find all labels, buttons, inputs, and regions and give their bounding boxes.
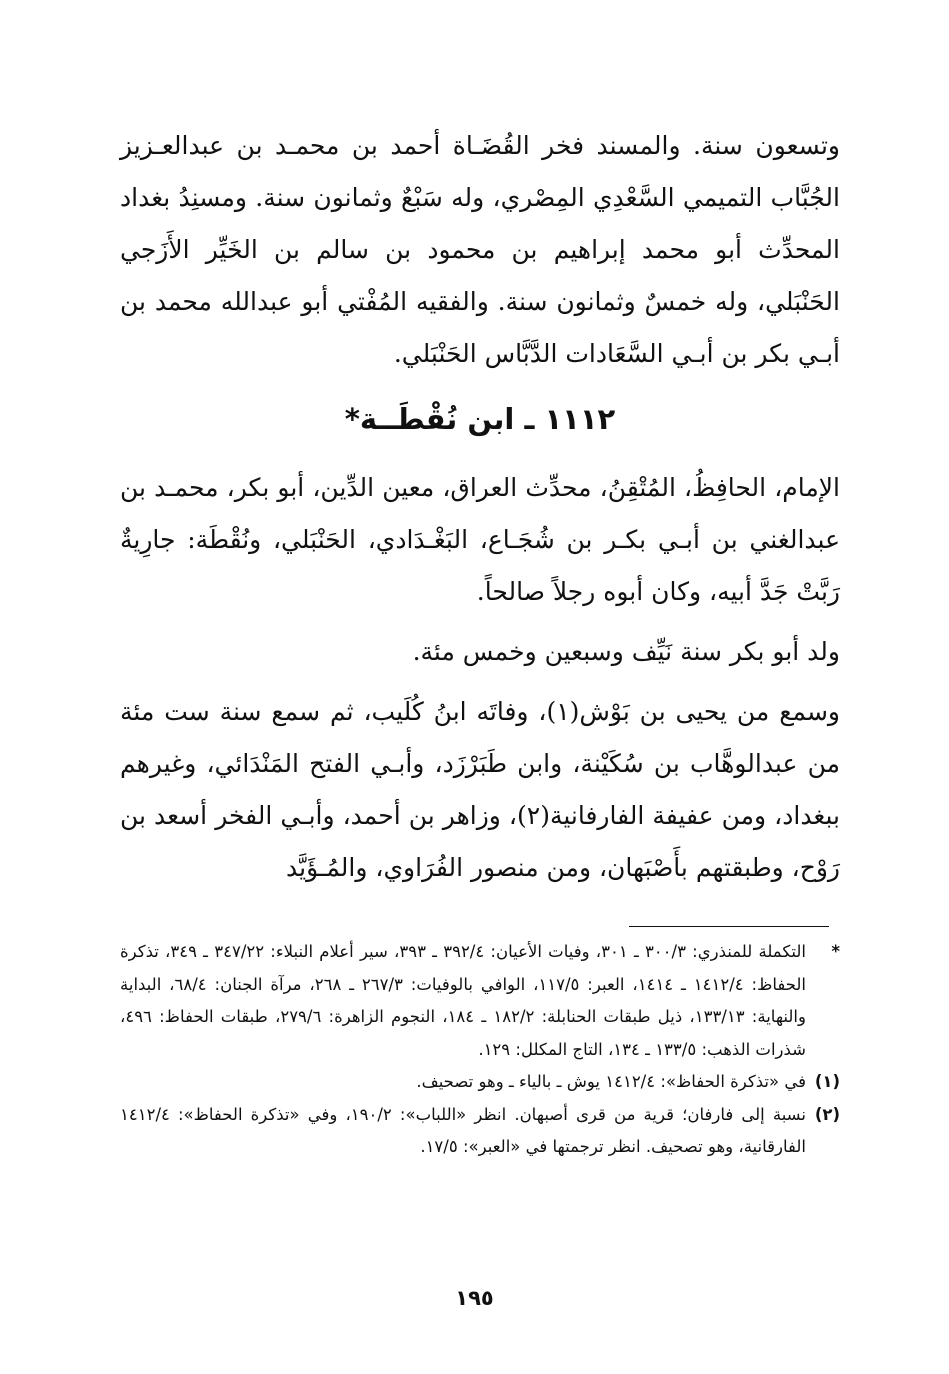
footnote-marker: * — [831, 942, 840, 961]
footnote-2 — [120, 1099, 840, 1164]
footnote-1 — [120, 1066, 840, 1099]
footnote-text: التكملة للمنذري: ٣٠٠/٣ ـ ٣٠١، وفيات الأعيان: ٣٩٢/٤ ـ ٣٩٣، سير أعلام النبلاء: ٣٤٧/٢٢ ـ ٣٤٩، تذكرة الحفاظ: ١٤١٢/٤ ـ ١٤١٤، العبر: ١١٧/٥، الوافي بالوفيات: ٢٦٧/٣ ـ ٢٦٨، مرآة الجنان: ٦٨/٤، البداية والنهاية: ١٣٣/١٣، ذيل طبقات الحنابلة: ١٨٢/٢ ـ ١٨٤، النجوم الزاهرة: ٢٧٩/٦، طبقات الحفاظ: ٤٩٦، شذرات الذهب: ١٣٣/٥ ـ ١٣٤، التاج المكلل: ١٢٩. — [120, 942, 807, 1059]
main-text — [120, 120, 840, 894]
footnote-marker: (٢) — [814, 1104, 840, 1124]
footnotes — [120, 936, 840, 1164]
paragraph-intro: الإمام، الحافِظُ، المُتْقِنُ، محدِّث العراق، معين الدِّين، أبو بكر، محمـد بن عبدالغني بن أبـي بكـر بن شُجَـاع، البَغْـدَادي، الحَنْبَلي، ونُقْطَة: جارِيةٌ رَبَّتْ جَدَّ أبيه، وكان أبوه رجلاً صالحاً. — [120, 473, 840, 606]
footnote-marker: (١) — [814, 1072, 840, 1091]
footnote-sources — [120, 936, 840, 1066]
footnote-divider — [629, 926, 829, 927]
footnote-text: نسبة إلى فارفان؛ قرية من قرى أصبهان. انظر «اللباب»: ١٩٠/٢، وفي «تذكرة الحفاظ»: ١٤١٢/٤ الفارقانية، وهو تصحيف. انظر ترجمتها في «العبر»: ١٧/٥. — [120, 1104, 806, 1156]
paragraph-birth: ولد أبو بكر سنة نَيِّف وسبعين وخمس مئة. — [412, 637, 840, 666]
entry-heading: ١١١٢ ـ ابن نُقْطَــة* — [344, 402, 616, 436]
opening-paragraph: وتسعون سنة. والمسند فخر القُضَـاة أحمد بن محمـد بن عبدالعـزيز الجُبَّاب التميمي السَّعْدِي المِصْري، وله سَبْعٌ وثمانون سنة. ومسنِدُ بغداد المحدِّث أبو محمد إبراهيم بن محمود بن سالم بن الخَيِّر الأَزَجي الحَنْبَلي، وله خمسٌ وثمانون سنة. والفقيه المُفْتي أبو عبدالله محمد بن أبـي بكر بن أبـي السَّعَادات الدَّبَّاس الحَنْبَلي. — [120, 131, 840, 368]
page-number: ١٩٥ — [455, 1286, 494, 1310]
footnote-text: في «تذكرة الحفاظ»: ١٤١٢/٤ يوش ـ بالياء ـ وهو تصحيف. — [416, 1072, 806, 1091]
paragraph-teachers: وسمع من يحيى بن بَوْش(١)، وفاتَه ابنُ كُلَيب، ثم سمع سنة ست مئة من عبدالوهَّاب بن سُكَيْنة، وابن طَبَرْزَد، وأبـي الفتح المَنْدَائي، وغيرهم ببغداد، ومن عفيفة الفارفانية(٢)، وزاهر بن أحمد، وأبـي الفخر أسعد بن رَوْح، وطبقتهم بأَصْبَهان، ومن منصور الفُرَاوي، والمُـؤَيَّد — [120, 697, 840, 882]
